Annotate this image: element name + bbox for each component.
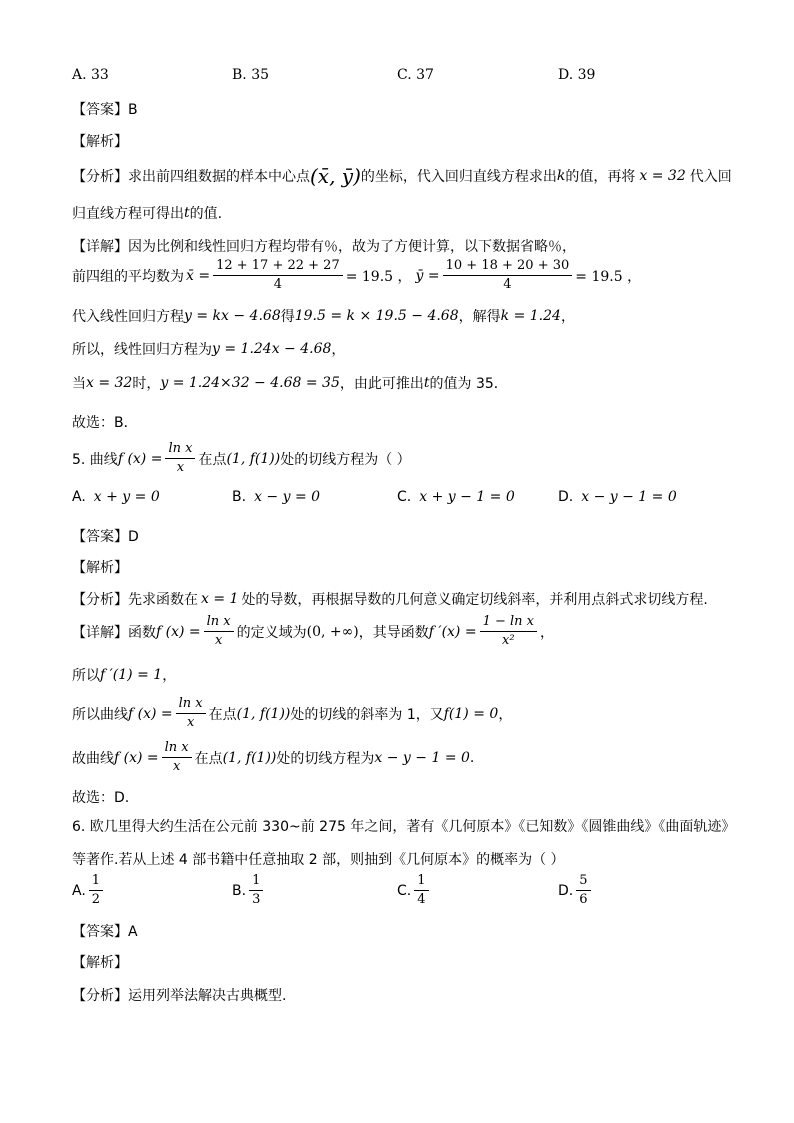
mean-x-fraction: $\frac{12 + 17 + 22 + 27}{4}$ [213, 258, 343, 293]
q4-analysis-heading: 【解析】 [72, 134, 128, 150]
q4-xiangjie-line1: 【详解】因为比例和线性回归方程均带有％，故为了方便计算，以下数据省略％， [72, 239, 576, 255]
q5-option-d: D. x − y − 1 = 0 [558, 489, 677, 505]
q5-option-b: B. x − y = 0 [232, 489, 321, 505]
q4-regression-line: 所以，线性回归方程为 y = 1.24x − 4.68 ， [72, 341, 346, 358]
q4-option-c: C. 37 [397, 67, 434, 83]
q6-stem-line1: 6. 欧几里得大约生活在公元前 330~前 275 年之间，著有《几何原本》《已知数》《圆锥曲线》《曲面轨迹》 [72, 819, 736, 835]
q6-fenxi: 【分析】运用列举法解决古典概型. [72, 988, 287, 1004]
q6-analysis-heading: 【解析】 [72, 955, 128, 971]
q5-answer: 【答案】D [72, 529, 139, 545]
sample-center-point: (x̄, ȳ) [310, 164, 361, 188]
q5-so1: 所以 f ′(1) = 1 ， [72, 667, 177, 684]
q4-mean-line: 前四组的平均数为 x̄ = $\frac{12 + 17 + 22 + 27}{4}$ = 19.5 ， ȳ = $\frac{10 + 18 + 20 + 30}{4}$ = 19.5 ， [72, 258, 642, 292]
q6-stem-line2: 等著作.若从上述 4 部书籍中任意抽取 2 部，则抽到《几何原本》的概率为（ ） [72, 852, 565, 868]
q4-fenxi-line1: 【分析】求出前四组数据的样本中心点 (x̄, ȳ) 的坐标，代入回归直线方程求出 k 的值，再将 x = 32 代入回 [72, 164, 732, 188]
q5-xiangjie-line1: 【详解】函数 f (x) = $\frac{\text{ln x}}{x}$ 的定义域为 (0, +∞) ，其导函数 f ′(x) = $\frac{\text{1 − ln x}}{\text{x²}}$ ， [72, 614, 555, 648]
q4-substitute-line: 代入线性回归方程 y = kx − 4.68 得 19.5 = k × 19.5 − 4.68 ，解得 k = 1.24 ， [72, 308, 575, 325]
q5-option-c: C. x + y − 1 = 0 [397, 489, 515, 505]
q6-option-d: D. $\frac{5}{6}$ [558, 873, 594, 908]
q4-choose: 故选：B． [72, 415, 138, 431]
q4-option-d: D. 39 [558, 67, 596, 83]
q6-option-b: B. $\frac{1}{3}$ [232, 873, 266, 908]
q4-option-a: A. 33 [72, 67, 109, 83]
q6-option-c: C. $\frac{1}{4}$ [397, 873, 432, 908]
q5-gu: 故曲线 f (x) = $\frac{\text{ln x}}{x}$ 在点 (1, f(1)) 处的切线方程为 x − y − 1 = 0 . [72, 740, 475, 774]
q4-fenxi-line2: 归直线方程可得出 t 的值. [72, 205, 223, 222]
q4-answer: 【答案】B [72, 102, 138, 118]
q4-option-b: B. 35 [232, 67, 270, 83]
q5-fenxi: 【分析】先求函数在 x = 1 处的导数，再根据导数的几何意义确定切线斜率，并利用点斜式求切线方程. [72, 591, 708, 608]
q5-so2: 所以曲线 f (x) = $\frac{\text{ln x}}{x}$ 在点 (1, f(1)) 处的切线的斜率为 1，又 f(1) = 0 ， [72, 696, 513, 730]
mean-y-fraction: $\frac{10 + 18 + 20 + 30}{4}$ [443, 258, 573, 293]
q6-answer: 【答案】A [72, 924, 138, 940]
q4-when-line: 当 x = 32 时， y = 1.24×32 − 4.68 = 35 ，由此可推出 t 的值为 35． [72, 375, 508, 392]
q6-option-a: A. $\frac{1}{2}$ [72, 873, 106, 908]
q5-stem: 5. 曲线 f (x) = $\frac{\text{ln x}}{x}$ 在点 (1, f(1)) 处的切线方程为（ ） [72, 441, 411, 475]
q5-analysis-heading: 【解析】 [72, 560, 128, 576]
q5-choose: 故选：D. [72, 790, 130, 806]
q5-option-a: A. x + y = 0 [72, 489, 160, 505]
